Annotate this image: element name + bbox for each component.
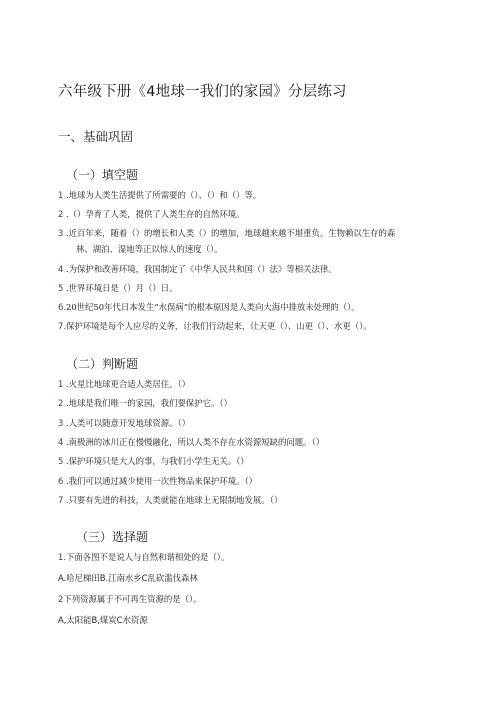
fill-question-3-continued: 林、湖泊、湿地等正以惊人的速度（）。 — [76, 244, 223, 254]
question-number: 4 — [58, 264, 64, 274]
options-text: A,太阳能B,煤炭C水资源 — [58, 615, 148, 625]
section-heading-basics: 一、基础巩固 — [58, 129, 134, 144]
question-text: .人类可以随意开发地球资源。（） — [63, 418, 191, 428]
fill-question-6 — [58, 302, 360, 313]
question-number: 7. — [58, 321, 66, 331]
question-number: 1 — [58, 379, 64, 389]
question-number: 2 — [58, 594, 64, 604]
question-number: 2 — [58, 398, 64, 408]
question-text: .地球为人类生活提供了所需要的（）、（）和（）等。 — [63, 190, 262, 200]
question-text: .保护环境只是大人的事，与我们小学生无关。（） — [63, 456, 249, 466]
question-text: 下列资源属于不可再生资源的是（）。 — [63, 594, 202, 604]
question-text: .地球是我们唯一的家园，我们要保护它。（） — [63, 398, 232, 408]
page-title: 六年级下册《4地球一我们的家园》分层练习 — [58, 84, 347, 100]
tf-question-4 — [58, 437, 324, 448]
fill-question-4 — [58, 264, 337, 275]
mc-question-2 — [58, 594, 202, 605]
fill-question-5 — [58, 283, 178, 294]
question-text: .火星比地球更合适人类居住。（） — [63, 379, 191, 389]
question-text: .近百年来，随着（）的增长和人类（）的增加，地球越来越不堪重负。生物赖以生存的森 — [63, 228, 396, 238]
mc-question-2-options — [58, 615, 148, 626]
question-number: 5 — [58, 456, 64, 466]
question-number: 1 — [58, 190, 64, 200]
fill-question-1 — [58, 190, 261, 201]
question-text: .南极洲的冰川正在慢慢融化，所以人类不存在水资源短缺的问题。（） — [63, 437, 325, 447]
question-text: 保护环境是每个人应尽的义务，让我们行动起来，让天更（）、山更（）、水更（）。 — [66, 321, 372, 331]
fill-in-blank-heading: （一）填空题 — [66, 168, 139, 182]
fill-question-3 — [58, 228, 395, 239]
question-text: .只要有先进的科技，人类就能在地球上无限制地发展。（） — [63, 495, 283, 505]
question-number: 3 — [58, 418, 64, 428]
tf-question-3 — [58, 418, 190, 429]
question-text: .世界环境日是（）月（）日。 — [63, 283, 178, 293]
tf-question-2 — [58, 398, 232, 409]
question-text: 20世纪50年代日本发生“水俣病”的根本原因是人类向大海中排放未处理的（）。 — [66, 302, 360, 312]
tf-question-6 — [58, 476, 257, 487]
question-number: 5 — [58, 283, 64, 293]
question-number: 3 — [58, 228, 64, 238]
question-text: .为保护和改善环境，我国制定了《中华人民共和国（）法》等相关法律。 — [63, 264, 337, 274]
question-number: 2 — [58, 209, 64, 219]
tf-question-7 — [58, 495, 282, 506]
multiple-choice-heading: （三）选择题 — [76, 530, 149, 544]
tf-question-1 — [58, 379, 190, 390]
mc-question-1-options — [58, 573, 198, 584]
fill-question-2 — [58, 209, 245, 220]
mc-question-1 — [58, 552, 229, 563]
options-text: A.哈尼梯田B.江南水乡C乱砍滥伐森林 — [58, 573, 198, 583]
question-text: .（）孕育了人类，提供了人类生存的自然环境。 — [63, 209, 245, 219]
question-number: 6. — [58, 302, 66, 312]
question-text: .我们可以通过减少使用一次性物品来保护环境。（） — [63, 476, 258, 486]
question-number: 6 — [58, 476, 64, 486]
true-false-heading: （二）判断题 — [66, 357, 139, 371]
question-number: 7 — [58, 495, 64, 505]
fill-question-7 — [58, 321, 372, 332]
question-text: 下面各图不是说人与自然和谐相处的是（）。 — [66, 552, 230, 562]
question-number: 4 — [58, 437, 64, 447]
tf-question-5 — [58, 456, 249, 467]
question-number: 1. — [58, 552, 66, 562]
